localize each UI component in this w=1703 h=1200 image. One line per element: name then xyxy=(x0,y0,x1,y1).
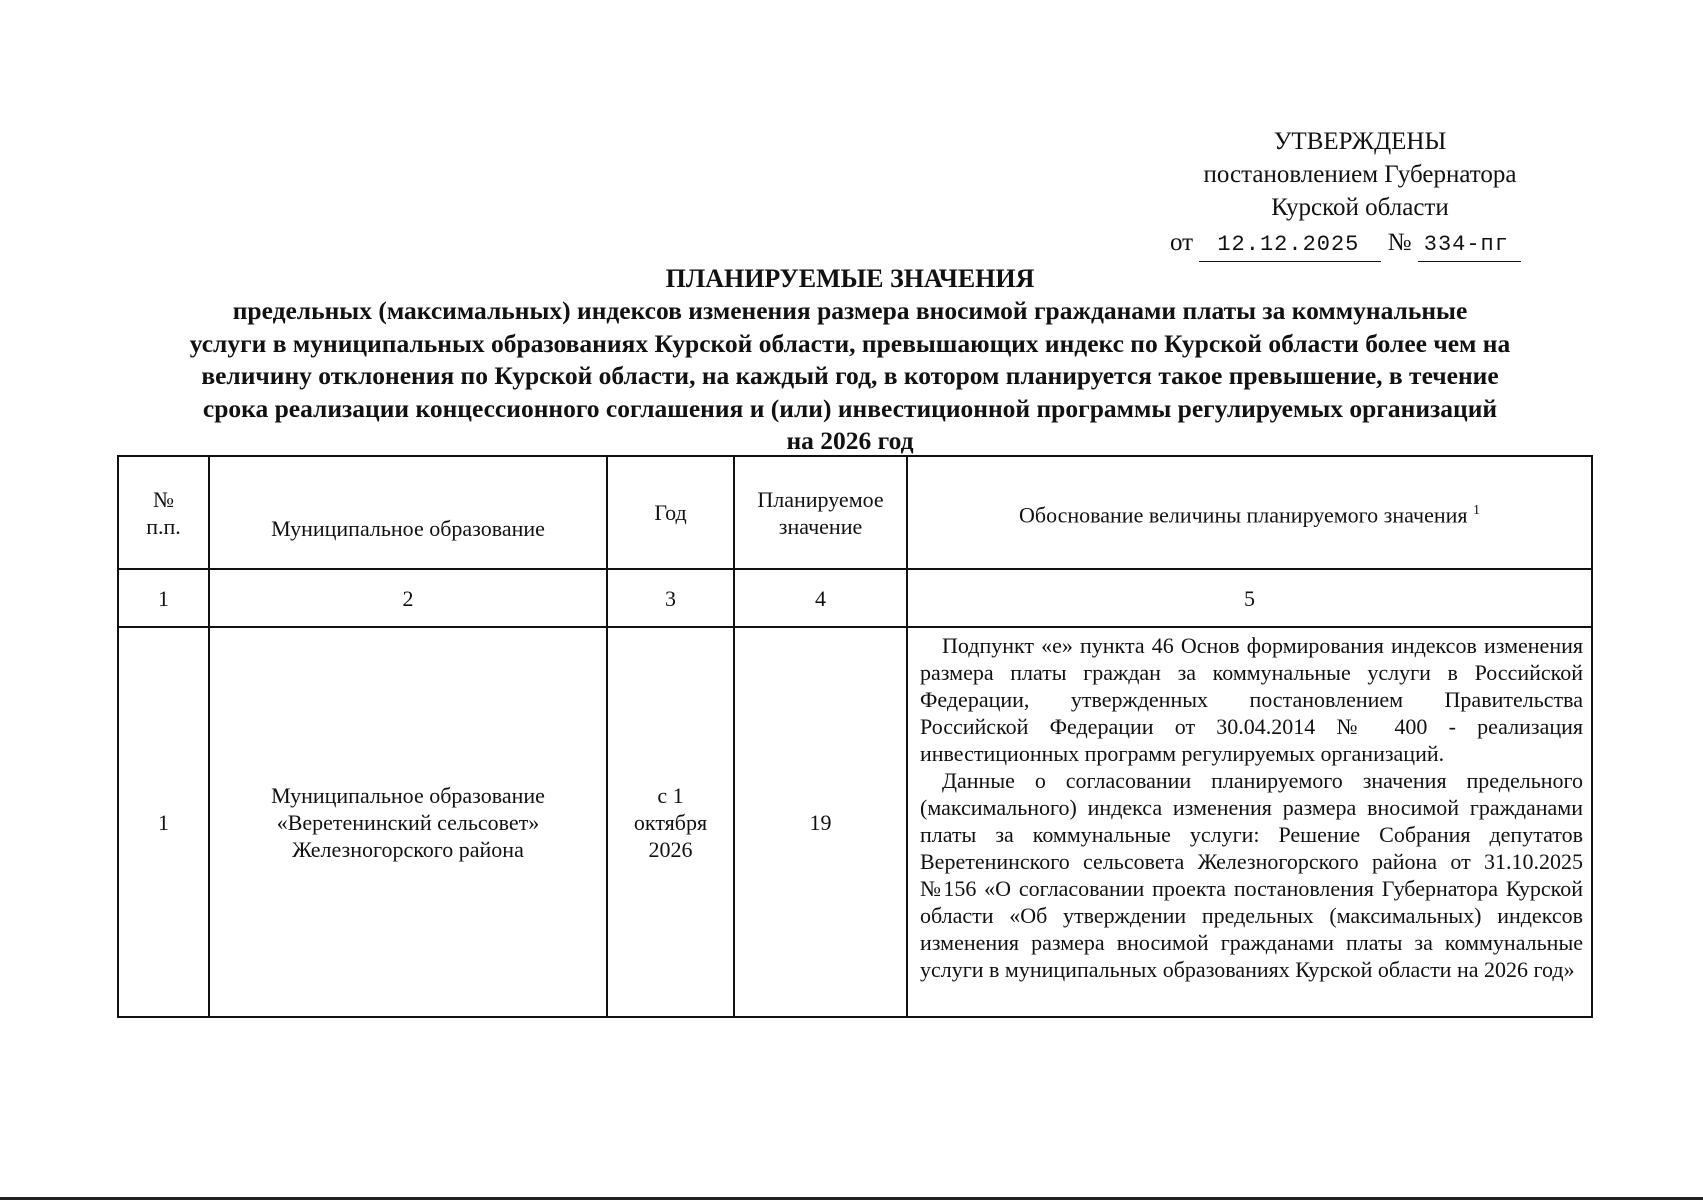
indices-table xyxy=(117,455,1593,1018)
header-municipality: Муниципальное образование xyxy=(209,456,607,569)
column-number: 1 xyxy=(118,569,209,627)
approval-number: 334-пг xyxy=(1418,228,1521,262)
column-number: 4 xyxy=(734,569,907,627)
column-number: 2 xyxy=(209,569,607,627)
justification-paragraph: Данные о согласовании планируемого значения предельного (максимального) индекса изменения размера вносимой гражданами платы за коммунальные услуги: Решение Собрания депутатов Веретенинского сельсовета Железногорского района от 31.10.2025 №156 «О согласовании проекта постановления Губернатора Курской области «Об утверждении предельных (максимальных) индексов изменения размера вносимой гражданами платы за коммунальные услуги в муниципальных образованиях Курской области на 2026 год» xyxy=(920,768,1583,982)
table-number-row xyxy=(118,569,1592,627)
approval-line1: постановлением Губернатора xyxy=(1203,161,1517,188)
subtitle-line: величину отклонения по Курской области, на каждый год, в котором планируется такое превышение, в течение xyxy=(201,361,1499,390)
row-planned-value: 19 xyxy=(734,627,907,1017)
column-number: 3 xyxy=(607,569,734,627)
row-municipality: Муниципальное образование «Веретенинский сельсовет» Железногорского района xyxy=(209,627,607,1017)
header-index: № п.п. xyxy=(118,456,209,569)
subtitle-line: услуги в муниципальных образованиях Курской области, превышающих индекс по Курской области более чем на xyxy=(189,328,1511,358)
table-row xyxy=(118,627,1592,1017)
header-year: Год xyxy=(607,456,734,569)
subtitle-line: срока реализации концессионного соглашения и (или) инвестиционной программы регулируемых организаций xyxy=(202,393,1498,423)
document-title: ПЛАНИРУЕМЫЕ ЗНАЧЕНИЯ xyxy=(665,264,1035,293)
approval-date-prefix: от xyxy=(1170,229,1194,256)
justification-paragraph: Подпункт «е» пункта 46 Основ формирования индексов изменения размера платы граждан за коммунальные услуги в Российской Федерации, утвержденных постановлением Правительства Российской Федерации от 30.04.2014 № 400 - реализация инвестиционных программ регулируемых организаций. xyxy=(920,633,1583,766)
row-index: 1 xyxy=(118,627,209,1017)
approval-line2: Курской области xyxy=(1271,194,1449,221)
document-subtitle xyxy=(110,295,1590,458)
column-number: 5 xyxy=(907,569,1592,627)
approval-date-line xyxy=(1140,226,1580,262)
subtitle-line: предельных (максимальных) индексов изменения размера вносимой гражданами платы за коммунальные xyxy=(232,296,1468,325)
approval-number-prefix: № xyxy=(1387,229,1412,256)
row-year: с 1 октября 2026 xyxy=(607,627,734,1017)
subtitle-line: на 2026 год xyxy=(786,426,914,455)
row-justification xyxy=(907,627,1592,1017)
approval-block xyxy=(1140,125,1580,262)
header-planned-value: Планируемое значение xyxy=(734,456,907,569)
approval-title: УТВЕРЖДЕНЫ xyxy=(1273,128,1447,155)
table-header-row xyxy=(118,456,1592,569)
approval-date: 12.12.2025 xyxy=(1199,228,1381,262)
header-justification: Обоснование величины планируемого значения $^1$ xyxy=(907,456,1592,569)
